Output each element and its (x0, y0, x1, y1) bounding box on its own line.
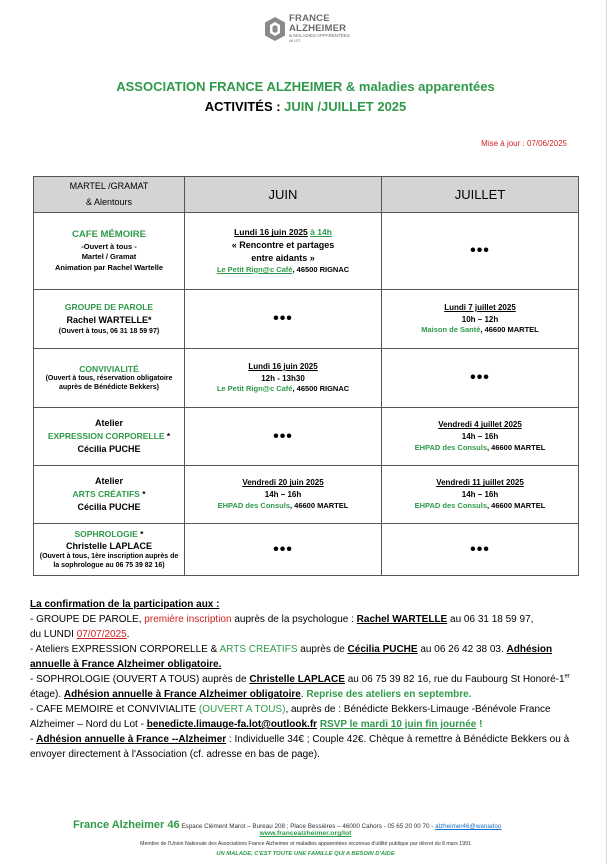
footer-org-name: France Alzheimer 46 (73, 819, 180, 831)
event-theme: entre aidants » (251, 252, 315, 263)
activity-name: CAFE MÉMOIRE (72, 228, 146, 240)
table-row (34, 213, 579, 290)
note-mandatory: Adhésion annuelle à France Alzheimer obligatoire (63, 689, 301, 700)
footer-address: Espace Clément Marot – Bureau 208 ; Place Bessières – 46000 Cahors - 05 65 20 00 70 - (179, 823, 436, 830)
logo-line-3: & MALADIES APPARENTÉES (289, 33, 350, 38)
note-adhesion (30, 732, 582, 762)
activity-line: Atelier (94, 476, 123, 487)
event-date: Lundi 7 juillet 2025 (444, 302, 516, 312)
footer-membership: Membre de l'Union Nationale des Associations France Alzheimer et maladies apparentées reconnue d'utilité publique par décret du 8 mars 1991 (140, 841, 471, 847)
note-person: Rachel WARTELLE (356, 614, 448, 625)
note-person: Cécilia PUCHE (347, 644, 418, 655)
row-sophrologie-label (34, 524, 185, 576)
activities-title (0, 99, 611, 114)
note-date: 07/07/2025 (76, 629, 127, 640)
note-text: étage). (30, 689, 64, 700)
activity-name: CONVIVIALITÉ (79, 364, 139, 375)
activity-person: Cécilia PUCHE (77, 501, 141, 512)
row-convivialite-label (34, 349, 185, 408)
empty-dots: ••• (470, 242, 490, 259)
event-time: à 14h (310, 227, 332, 238)
row-arts-creatifs-juillet (382, 466, 579, 524)
note-text: auprès de la psychologue : (231, 614, 357, 625)
update-date: Mise à jour : 07/06/2025 (481, 139, 567, 148)
event-city: , 46500 RIGNAC (292, 264, 350, 274)
table-row (34, 466, 579, 524)
note-person: Christelle LAPLACE (249, 674, 345, 685)
row-groupe-parole-label (34, 290, 185, 349)
table-row (34, 408, 579, 466)
event-city: , 46600 MARTEL (487, 442, 546, 452)
empty-dots: ••• (470, 540, 490, 558)
table-row (34, 290, 579, 349)
table-row (34, 349, 579, 408)
note-text: - (30, 734, 37, 745)
note-text: du LUNDI (30, 629, 77, 640)
event-place: EHPAD des Consuls (414, 500, 487, 510)
activity-name: ARTS CRÉATIFS (72, 489, 140, 500)
event-time: 14h – 16h (461, 432, 499, 442)
note-mandatory: Adhésion annuelle à France --Alzheimer (36, 734, 227, 745)
confirmation-notes (30, 597, 582, 762)
logo-line-1: FRANCE (289, 13, 330, 24)
note-text: - CAFE MEMOIRE et CONVIVIALITE (30, 704, 199, 715)
empty-dots: ••• (470, 369, 490, 386)
event-city: , 46600 MARTEL (290, 500, 349, 510)
event-time: 10h – 12h (461, 314, 499, 324)
table-header-row (34, 177, 579, 213)
event-place: Le Petit Rign@c Café (216, 264, 293, 274)
empty-dots: ••• (273, 310, 293, 327)
note-mandatory: Adhésion annuelle à France Alzheimer obligatoire. (30, 644, 553, 670)
activities-period: JUIN /JUILLET 2025 (284, 99, 407, 114)
activity-note: (Ouvert à tous, 06 31 18 59 97) (58, 327, 160, 335)
row-convivialite-juin (185, 349, 382, 408)
event-date: Lundi 16 juin 2025 (234, 227, 308, 238)
activity-name: EXPRESSION CORPORELLE (47, 431, 165, 442)
logo-hexagon-icon (264, 16, 286, 42)
note-text: au 06 31 18 59 97, (447, 614, 534, 625)
row-groupe-parole-juin (185, 290, 382, 349)
event-time: 14h – 16h (461, 490, 499, 500)
event-theme: « Rencontre et partages (231, 239, 335, 250)
row-sophrologie-juillet (382, 524, 579, 576)
note-superscript: er (564, 673, 570, 680)
activity-line: Martel / Gramat (81, 252, 137, 262)
event-place: Maison de Santé (421, 325, 481, 335)
header-location-line1: MARTEL /GRAMAT (69, 181, 149, 192)
row-cafe-memoire-juillet (382, 213, 579, 290)
event-date: Vendredi 11 juillet 2025 (436, 478, 524, 488)
row-cafe-memoire-juin (185, 213, 382, 290)
association-title: ASSOCIATION FRANCE ALZHEIMER & maladies apparentées (116, 79, 495, 94)
activities-table (33, 176, 579, 576)
contact-email-link[interactable]: benedicte.limauge-fa.lot@outlook.fr (146, 719, 318, 730)
logo-line-2: ALZHEIMER (289, 22, 347, 34)
table-row (34, 524, 579, 576)
note-highlight: ARTS CREATIFS (219, 644, 298, 655)
note-groupe-parole (30, 612, 582, 642)
header-juillet: JUILLET (382, 177, 579, 213)
activity-line: Animation par Rachel Wartelle (54, 263, 164, 273)
page-edge (606, 0, 607, 864)
activity-line: Atelier (94, 418, 123, 429)
note-highlight: Reprise des ateliers en septembre. (306, 689, 472, 700)
note-cafe-convivialite (30, 702, 582, 732)
activity-name: GROUPE DE PAROLE (64, 302, 154, 313)
row-expression-corporelle-juillet (382, 408, 579, 466)
activity-star: * (139, 489, 146, 500)
activity-star: * (137, 529, 144, 540)
row-cafe-memoire-label (34, 213, 185, 290)
footer-email-link[interactable]: alzheimer46@wanadoo (435, 823, 502, 830)
activities-label: ACTIVITÉS : (204, 99, 285, 114)
note-text: . (126, 629, 130, 640)
event-date: Vendredi 4 juillet 2025 (438, 420, 522, 430)
activity-name: SOPHROLOGIE (74, 529, 138, 540)
row-sophrologie-juin (185, 524, 382, 576)
event-city: , 46500 RIGNAC (292, 384, 350, 394)
row-arts-creatifs-label (34, 466, 185, 524)
event-date: Lundi 16 juin 2025 (248, 361, 318, 371)
france-alzheimer-logo (264, 14, 350, 43)
event-place: EHPAD des Consuls (217, 500, 290, 510)
row-arts-creatifs-juin (185, 466, 382, 524)
note-text: au 06 26 42 38 03. (417, 644, 507, 655)
note-text: - SOPHROLOGIE (OUVERT A TOUS) auprès de (30, 674, 250, 685)
note-text: . (300, 689, 307, 700)
row-convivialite-juillet (382, 349, 579, 408)
note-rsvp: RSVP le mardi 10 juin fin journée (319, 719, 477, 730)
note-text: au 06 75 39 82 16, rue du Faubourg St Honoré-1 (344, 674, 565, 685)
activity-star: * (164, 431, 171, 442)
event-date: Vendredi 20 juin 2025 (242, 478, 324, 488)
row-expression-corporelle-label (34, 408, 185, 466)
note-text: - Ateliers EXPRESSION CORPORELLE & (30, 644, 220, 655)
note-sophrologie (30, 672, 582, 702)
row-groupe-parole-juillet (382, 290, 579, 349)
activity-note: (Ouvert à tous, réservation obligatoire auprès de Bénédicte Bekkers) (45, 375, 173, 392)
header-location (34, 177, 185, 213)
row-expression-corporelle-juin (185, 408, 382, 466)
header-juin: JUIN (185, 177, 382, 213)
activity-line: -Ouvert à tous - (81, 241, 137, 251)
event-time: 12h - 13h30 (261, 373, 305, 383)
empty-dots: ••• (273, 427, 293, 445)
empty-dots: ••• (273, 540, 293, 558)
note-text: , auprès de : Bénédicte Bekkers-Limauge -Bénévole France Alzheimer – Nord du Lot - (30, 704, 551, 730)
note-ateliers (30, 642, 582, 672)
note-text: ! (476, 719, 483, 730)
note-highlight: première inscription (144, 614, 232, 625)
note-highlight: (OUVERT A TOUS) (198, 704, 286, 715)
activity-note: (Ouvert à tous, 1ère inscription auprès de la sophrologue au 06 75 39 82 16) (39, 553, 179, 570)
notes-heading: La confirmation de la participation aux : (30, 599, 220, 610)
event-place: Le Petit Rign@c Café (216, 384, 293, 394)
event-city: , 46600 MARTEL (487, 500, 546, 510)
note-text: auprès de (297, 644, 348, 655)
event-city: , 46600 MARTEL (480, 325, 539, 335)
activity-person: Rachel WARTELLE* (66, 314, 152, 325)
note-text: - GROUPE DE PAROLE, (30, 614, 145, 625)
footer-website-link[interactable]: www.francealzheimer.org/lot (259, 830, 352, 837)
logo-line-4: 46 LOT (289, 38, 301, 43)
event-place: EHPAD des Consuls (414, 442, 487, 452)
activity-person: Christelle LAPLACE (65, 541, 152, 552)
header-location-line2: & Alentours (85, 196, 133, 207)
footer-slogan: UN MALADE, C'EST TOUTE UNE FAMILLE QUI A BESOIN D'AIDE (216, 851, 395, 857)
event-time: 14h – 16h (264, 490, 302, 500)
note-text: : Individuelle 34€ ; Couple 42€. Chèque à remettre à Bénédicte Bekkers ou à envoyer directement à l'Association (cf. adresse en bas de page). (30, 734, 570, 760)
activity-person: Cécilia PUCHE (77, 443, 141, 454)
